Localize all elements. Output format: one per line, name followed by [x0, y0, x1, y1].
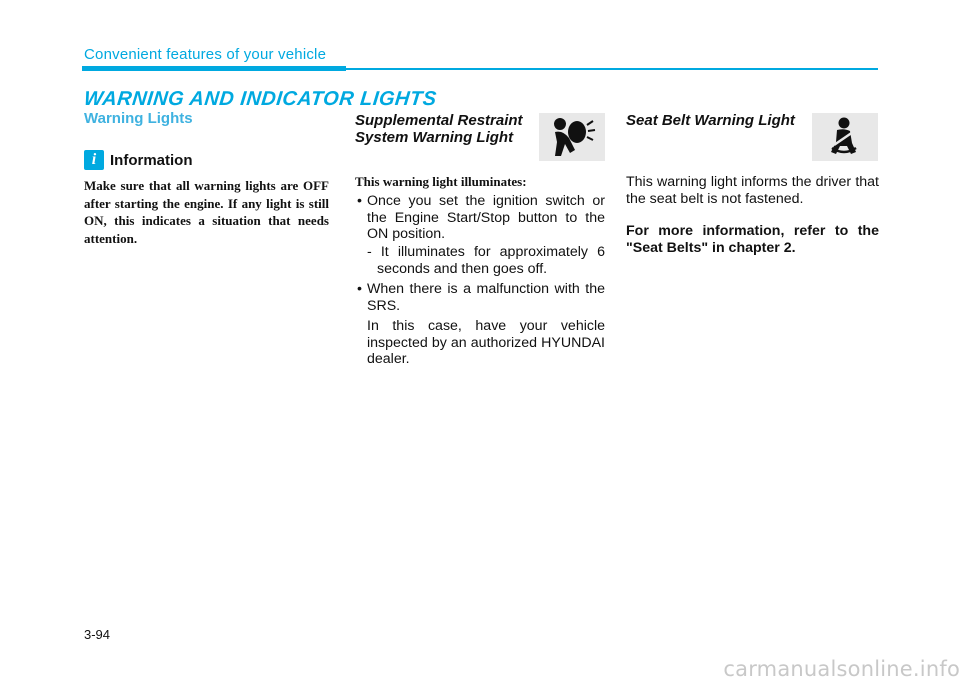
section-title: WARNING AND INDICATOR LIGHTS — [82, 88, 438, 110]
srs-heading-line1: Supplemental Restraint — [355, 112, 523, 129]
srs-inspection-text: In this case, have your vehicle inspected by an authorized HYUNDAI dealer. — [367, 318, 605, 367]
information-icon: i — [84, 150, 104, 170]
header-title: Convenient features of your vehicle — [84, 46, 327, 63]
watermark: carmanualsonline.info — [723, 657, 960, 681]
seat-belt-reference: For more information, refer to the "Seat Belts" in chapter 2. — [626, 223, 879, 256]
bullet-ignition: • Once you set the ignition switch or the Engine Start/Stop button to the ON position. — [355, 193, 605, 243]
airbag-warning-icon — [539, 113, 605, 161]
header-rule-thin — [346, 68, 878, 70]
warning-lights-subheading: Warning Lights — [84, 110, 193, 127]
sub-item-six-seconds: - It illuminates for approximately 6 seconds and then goes off. — [367, 244, 605, 277]
header-rule-thick — [82, 66, 346, 71]
srs-heading-line2: System Warning Light — [355, 129, 514, 146]
information-body: Make sure that all warning lights are OFF after starting the engine. If any light is still ON, this indicates a situation that needs attention. — [84, 178, 329, 246]
page-number: 3-94 — [84, 627, 111, 642]
bullet-malfunction: • When there is a malfunction with the SRS. — [355, 281, 605, 314]
information-row — [84, 150, 193, 170]
seat-belt-heading: Seat Belt Warning Light — [626, 112, 795, 129]
illuminates-label: This warning light illuminates: — [355, 174, 527, 189]
information-label: Information — [110, 151, 193, 169]
seat-belt-warning-icon — [812, 113, 878, 161]
seat-belt-description: This warning light informs the driver that the seat belt is not fastened. — [626, 174, 879, 207]
